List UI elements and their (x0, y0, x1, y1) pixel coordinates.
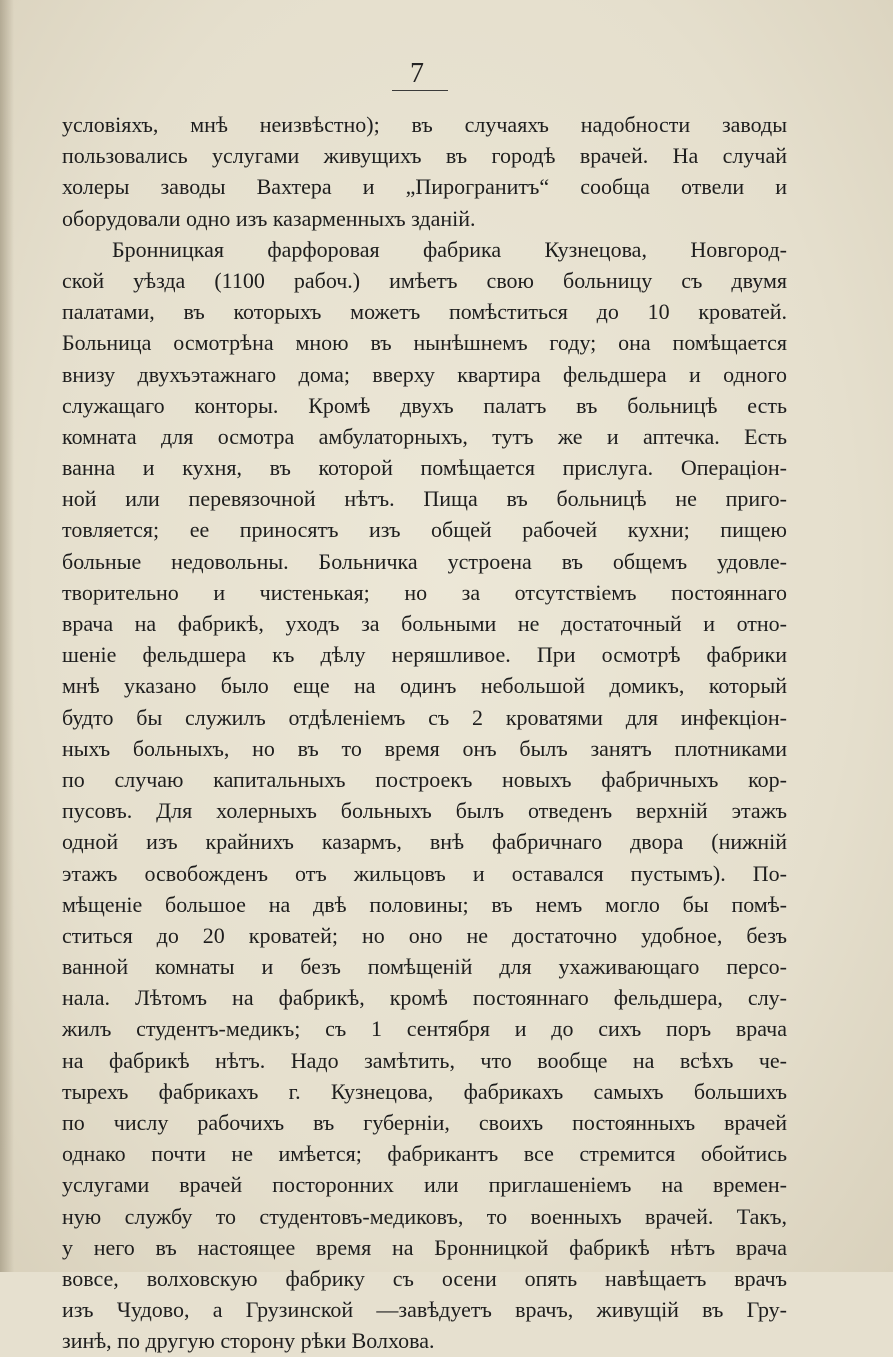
text-line: оборудовали одно изъ казарменныхъ зданій. (62, 205, 476, 231)
text-line: услугами врачей посторонних или приглашеніемъ на времен- (62, 1172, 787, 1198)
paragraph (62, 234, 787, 1357)
text-line: ной или перевязочной нѣтъ. Пища въ больницѣ не приго- (62, 486, 787, 512)
text-line: ститься до 20 кроватей; но оно не достаточно удобное, безъ (62, 922, 787, 948)
text-line: холеры заводы Вахтера и „Пирогранитъ“ сообща отвели и (62, 174, 787, 200)
text-line: врача на фабрикѣ, уходъ за больными не достаточный и отно- (62, 611, 787, 636)
text-line: мѣщеніе большое на двѣ половины; въ немъ могло бы помѣ- (62, 891, 787, 917)
text-line: шеніе фельдшера къ дѣлу неряшливое. При осмотрѣ фабрики (62, 642, 787, 668)
page-number-rule (392, 90, 448, 91)
text-line: нала. Лѣтомъ на фабрикѣ, кромѣ постояннаго фельдшера, слу- (62, 985, 787, 1011)
text-line: зинѣ, по другую сторону рѣки Волхова. (62, 1328, 435, 1354)
text-line: тырехъ фабрикахъ г. Кузнецова, фабрикахъ самыхъ большихъ (62, 1078, 787, 1104)
text-line: пусовъ. Для холерныхъ больныхъ былъ отведенъ верхній этажъ (62, 798, 787, 824)
page-number: 7 (410, 58, 424, 89)
text-line: Бронницкая фарфоровая фабрика Кузнецова, Новгород- (112, 236, 787, 262)
text-line: одной изъ крайнихъ казармъ, внѣ фабричнаго двора (нижній (62, 829, 787, 855)
text-line: этажъ освобожденъ отъ жильцовъ и оставался пустымъ). По- (62, 860, 787, 886)
body-text (62, 109, 787, 1357)
text-line: условіяхъ, мнѣ неизвѣстно); въ случаяхъ надобности заводы (62, 112, 787, 137)
text-line: внизу двухъэтажнаго дома; вверху квартира фельдшера и одного (62, 361, 787, 387)
text-line: на фабрикѣ нѣтъ. Надо замѣтить, что вообще на всѣхъ че- (62, 1047, 787, 1073)
paragraph (62, 109, 787, 234)
text-line: будто бы служилъ отдѣленіемъ съ 2 кроватями для инфекціон- (62, 704, 787, 730)
text-line: по случаю капитальныхъ построекъ новыхъ фабричныхъ кор- (62, 766, 787, 792)
text-line: ской уѣзда (1100 рабоч.) имѣетъ свою больницу съ двумя (62, 267, 787, 293)
text-line: комната для осмотра амбулаторныхъ, тутъ же и аптечка. Есть (62, 423, 787, 449)
text-line: ныхъ больныхъ, но въ то время онъ былъ занятъ плотниками (62, 735, 787, 761)
text-line: служащаго конторы. Кромѣ двухъ палатъ въ больницѣ есть (62, 392, 787, 418)
text-line: ванной комнаты и безъ помѣщеній для ухаживающаго персо- (62, 954, 787, 980)
text-line: ванна и кухня, въ которой помѣщается прислуга. Операціон- (62, 455, 787, 481)
spine-shadow (0, 0, 14, 1272)
text-line: ную службу то студентовъ-медиковъ, то военныхъ врачей. Такъ, (62, 1203, 787, 1229)
text-line: больные недовольны. Больничка устроена въ общемъ удовле- (62, 548, 787, 574)
text-line: однако почти не имѣется; фабрикантъ все стремится обойтись (62, 1141, 787, 1167)
text-line: у него въ настоящее время на Бронницкой фабрикѣ нѣтъ врача (62, 1234, 787, 1260)
text-line: по числу рабочихъ въ губерніи, своихъ постоянныхъ врачей (62, 1110, 787, 1135)
text-line: мнѣ указано было еще на одинъ небольшой домикъ, который (62, 673, 787, 699)
text-line: жилъ студентъ-медикъ; съ 1 сентября и до сихъ поръ врача (62, 1016, 787, 1042)
text-line: палатами, въ которыхъ можетъ помѣститься до 10 кроватей. (62, 299, 787, 325)
text-line: Больница осмотрѣна мною въ нынѣшнемъ году; она помѣщается (62, 330, 787, 356)
text-line: пользовались услугами живущихъ въ городѣ врачей. На случай (62, 143, 787, 169)
text-line: вовсе, волховскую фабрику съ осени опять навѣщаетъ врачъ (62, 1265, 787, 1291)
text-line: творительно и чистенькая; но за отсутствіемъ постояннаго (62, 579, 787, 605)
text-line: товляется; ее приносятъ изъ общей рабочей кухни; пищею (62, 517, 787, 543)
text-line: изъ Чудово, а Грузинской —завѣдуетъ врачъ, живущій въ Гру- (62, 1297, 787, 1323)
